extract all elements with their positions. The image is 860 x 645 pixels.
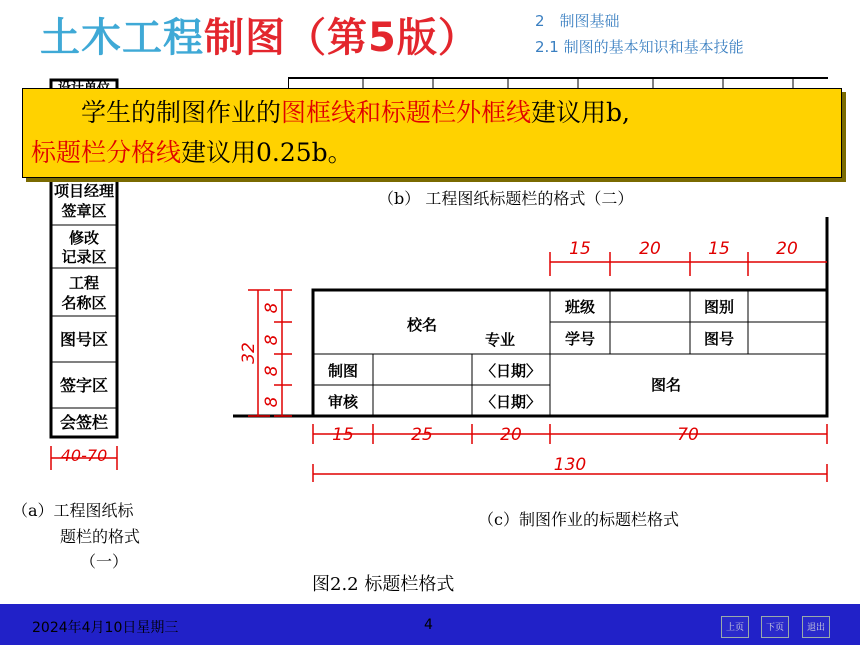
dim-bottom-4: 70 xyxy=(677,425,699,445)
cell-drawing-type: 图别 xyxy=(703,298,735,316)
footer-page-number: 4 xyxy=(424,617,433,633)
note-highlight-2: 标题栏分格线 xyxy=(31,138,182,167)
panel-b-caption: （b） 工程图纸标题栏的格式（二） xyxy=(378,189,634,208)
panel-c-title-block xyxy=(230,212,840,482)
dim-top-3: 15 xyxy=(708,239,730,259)
panel-a-caption-1: （a）工程图纸标 xyxy=(12,501,134,520)
cell-major: 专业 xyxy=(484,331,516,349)
panel-a-cell-drawing-no: 图号区 xyxy=(59,330,109,349)
cell-checked-by: 审核 xyxy=(327,393,359,411)
cell-drawn-by: 制图 xyxy=(327,362,359,380)
panel-a-cell-proj-1: 工程 xyxy=(68,274,100,292)
note-highlight-1: 图框线和标题栏外框线 xyxy=(281,98,532,127)
dim-left-1: 8 xyxy=(262,302,282,314)
dim-top-2: 20 xyxy=(639,239,661,259)
dim-total-width: 130 xyxy=(553,455,587,475)
cell-school: 校名 xyxy=(406,316,438,334)
panel-a-cell-proj-2: 名称区 xyxy=(61,294,107,312)
panel-a-dimension: 40-70 xyxy=(60,446,108,465)
note-banner xyxy=(22,88,842,178)
dim-bottom-2: 25 xyxy=(411,425,433,445)
cell-date-1: 〈日期〉 xyxy=(480,362,542,380)
chapter-label: 2 制图基础 xyxy=(535,12,620,30)
panel-a-caption-2: 题栏的格式 xyxy=(60,527,141,546)
exit-button[interactable]: 退出 xyxy=(802,616,830,638)
footer-date: 2024年4月10日星期三 xyxy=(32,620,179,636)
dim-bottom-3: 20 xyxy=(500,425,522,445)
cell-date-2: 〈日期〉 xyxy=(480,393,542,411)
cell-class: 班级 xyxy=(564,298,596,316)
title-part-red: 制图（第5版） xyxy=(204,15,479,61)
note-text-2: 建议用b, xyxy=(531,98,630,127)
slide-title xyxy=(40,6,479,63)
note-text-1: 学生的制图作业的 xyxy=(81,98,282,127)
next-page-button[interactable]: 下页 xyxy=(761,616,789,638)
cell-drawing-no: 图号 xyxy=(703,330,735,348)
note-text-3: 建议用0.25b。 xyxy=(181,138,353,167)
note-line-2 xyxy=(31,133,833,173)
note-line-1 xyxy=(31,93,833,133)
panel-a-cell-countersign: 会签栏 xyxy=(59,413,109,432)
dim-top-1: 15 xyxy=(569,239,591,259)
cell-drawing-name: 图名 xyxy=(650,376,682,394)
dim-total-height: 32 xyxy=(239,342,259,364)
section-label: 2.1 制图的基本知识和基本技能 xyxy=(535,38,744,56)
dim-top-4: 20 xyxy=(776,239,798,259)
panel-a-cell-pm-1: 项目经理 xyxy=(53,182,115,200)
title-part-blue: 土木工程 xyxy=(40,15,204,61)
dim-left-2: 8 xyxy=(262,334,282,346)
figure-caption: 图2.2 标题栏格式 xyxy=(312,574,455,595)
dim-left-3: 8 xyxy=(262,365,282,377)
panel-a-cell-rev-2: 记录区 xyxy=(61,248,107,266)
dim-left-4: 8 xyxy=(262,396,282,408)
cell-student-no: 学号 xyxy=(564,330,596,348)
panel-a-caption-3: （一） xyxy=(80,552,129,571)
panel-a-cell-rev-1: 修改 xyxy=(68,229,100,247)
panel-c-caption: （c）制图作业的标题栏格式 xyxy=(478,510,679,529)
prev-page-button[interactable]: 上页 xyxy=(721,616,749,638)
dim-bottom-1: 15 xyxy=(332,425,354,445)
panel-a-cell-signature: 签字区 xyxy=(59,376,109,395)
panel-a-cell-pm-2: 签章区 xyxy=(61,202,107,220)
